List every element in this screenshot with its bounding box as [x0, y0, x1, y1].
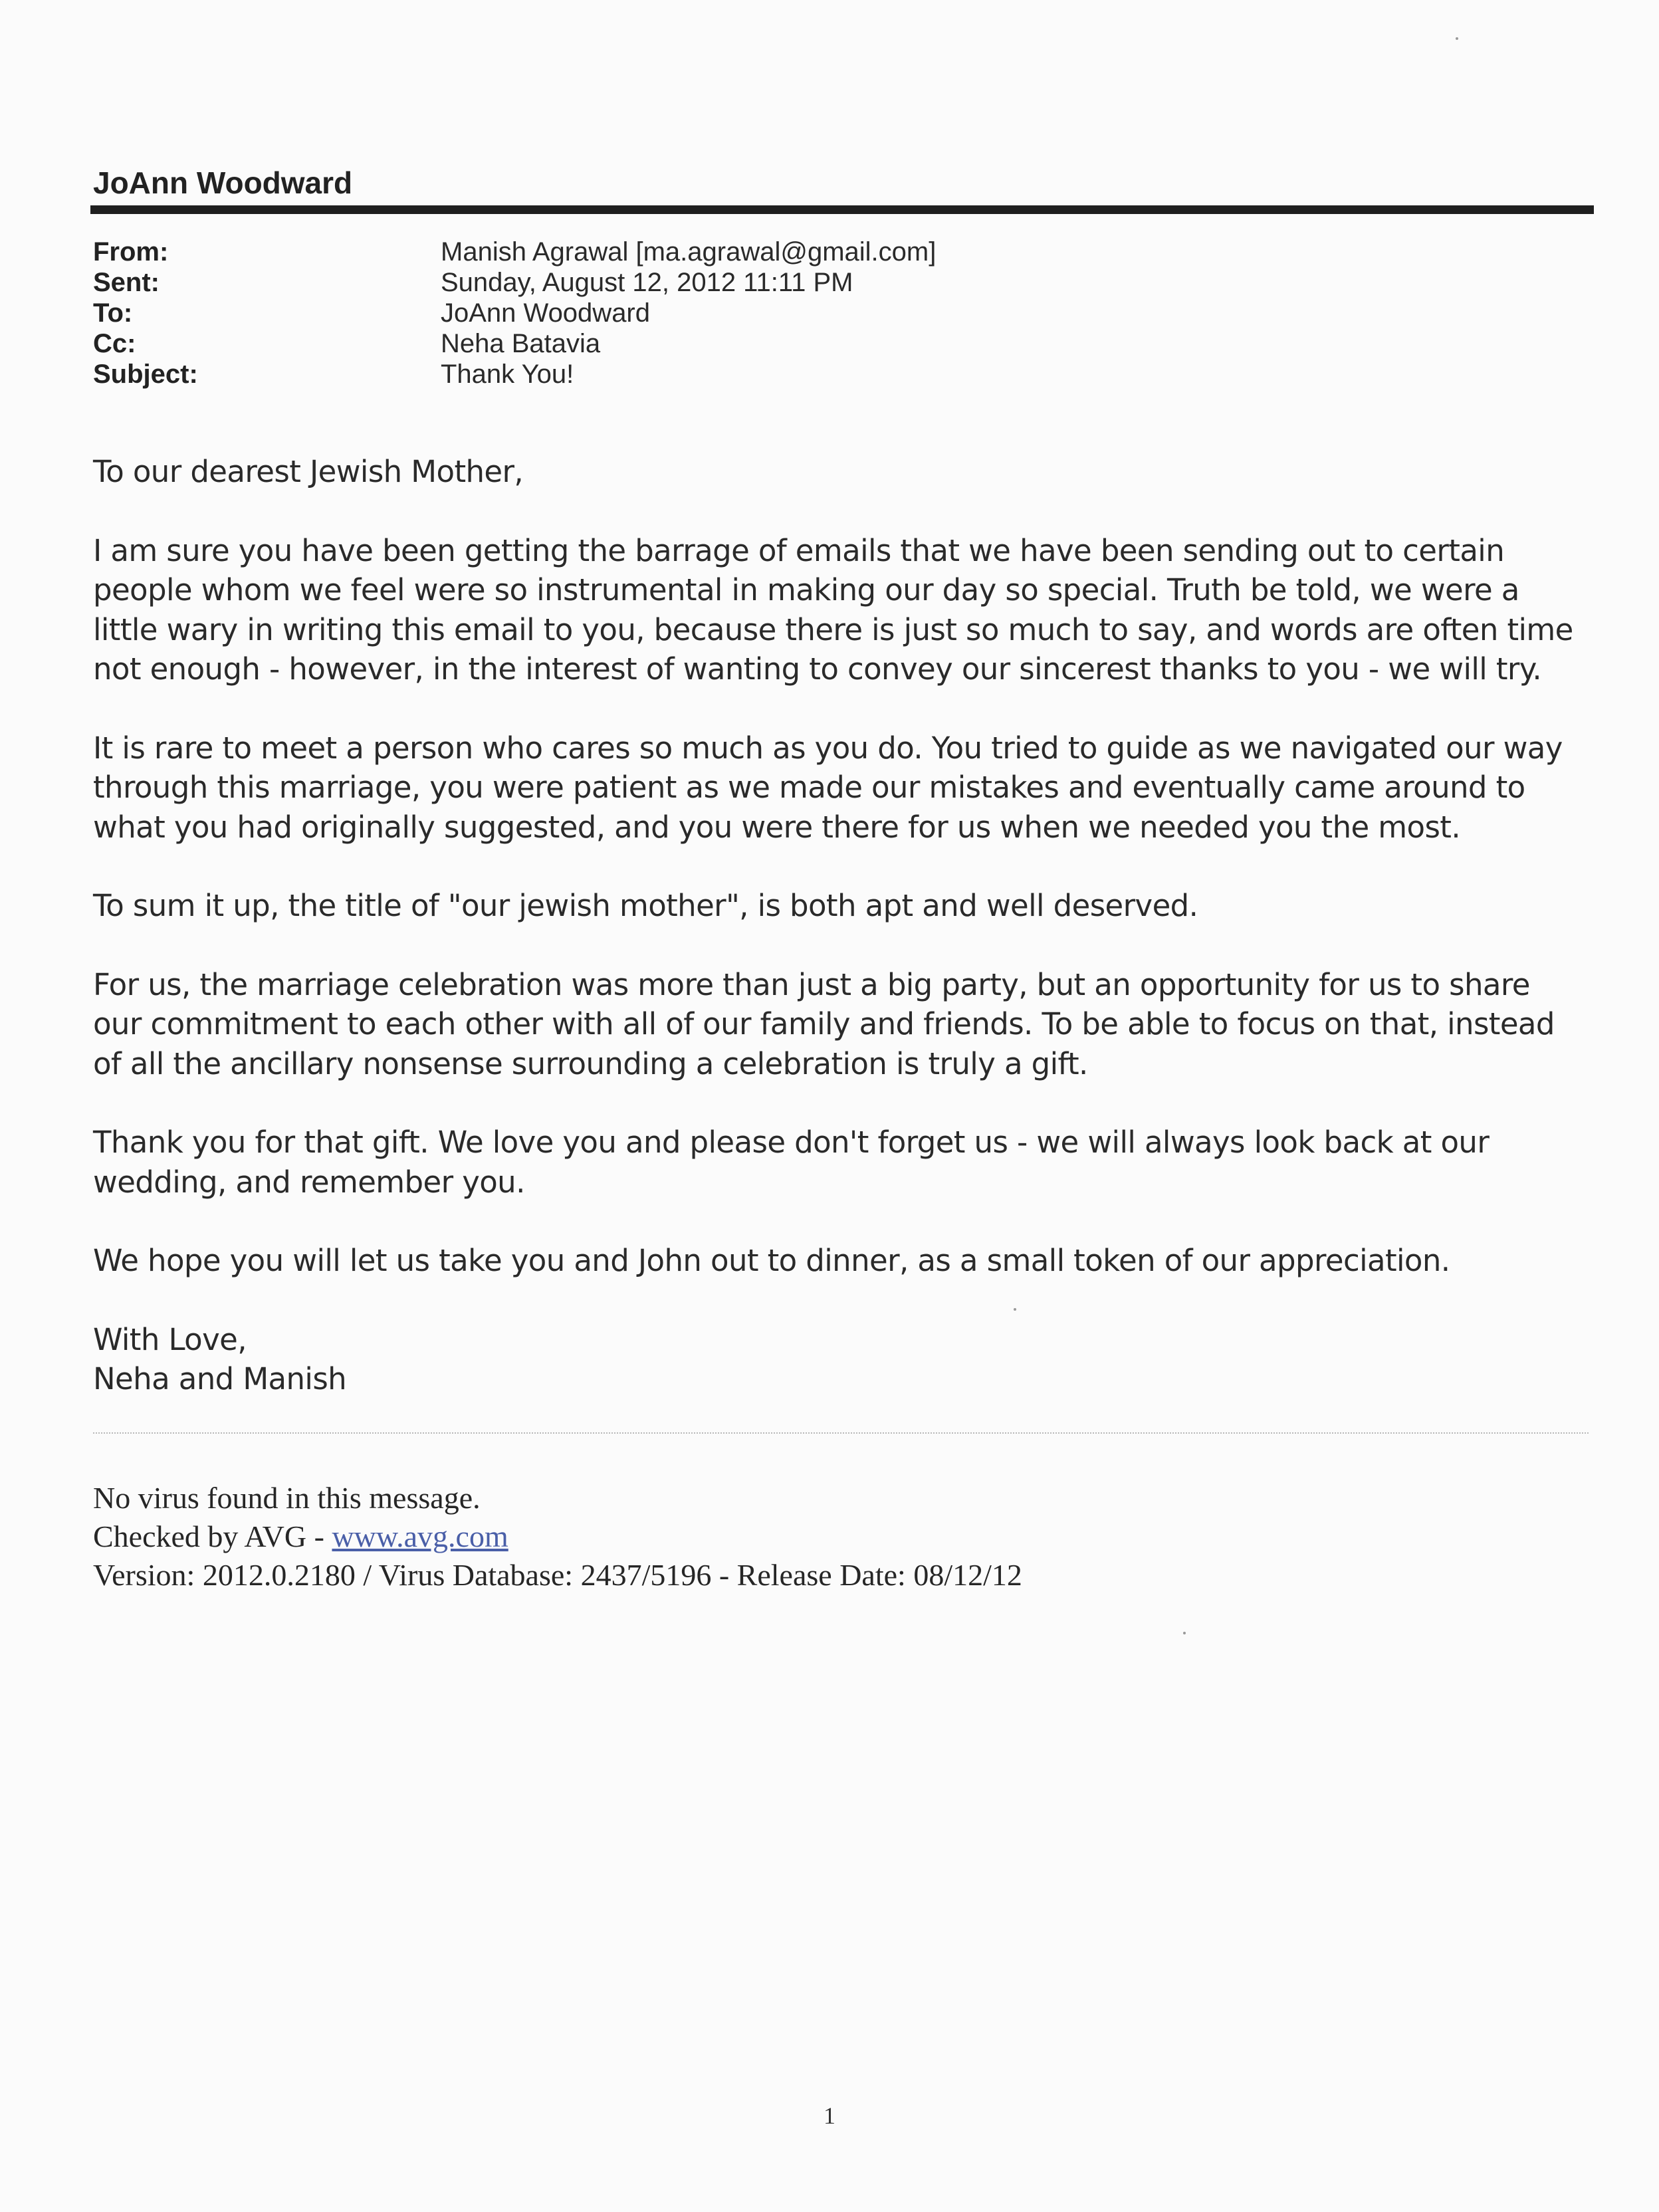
- header-row-sent: [93, 267, 936, 298]
- virus-status: No virus found in this message.: [93, 1481, 481, 1515]
- signature-divider: [93, 1432, 1589, 1434]
- paragraph-4: [93, 965, 1602, 1084]
- greeting: [93, 452, 1602, 492]
- email-header: [93, 237, 936, 389]
- to-label: To:: [93, 298, 133, 328]
- cc-label: Cc:: [93, 329, 136, 358]
- antivirus-footer: [93, 1479, 1022, 1595]
- header-row-from: [93, 237, 936, 267]
- subject-label: Subject:: [93, 360, 198, 389]
- body-line: what you had originally suggested, and you were there for us when we needed you the most.: [93, 809, 1461, 845]
- body-line: through this marriage, you were patient as we made our mistakes and eventually came around to: [93, 770, 1525, 805]
- body-line: Thank you for that gift. We love you and please don't forget us - we will always look back at our: [93, 1125, 1490, 1160]
- body-line: not enough - however, in the interest of wanting to convey our sincerest thanks to you - we will try.: [93, 651, 1542, 687]
- body-line: little wary in writing this email to you, because there is just so much to say, and words are often time: [93, 611, 1573, 647]
- body-line: To sum it up, the title of "our jewish mother", is both apt and well deserved.: [93, 888, 1198, 923]
- scan-speck: [1456, 37, 1458, 40]
- email-body: [93, 452, 1602, 1438]
- paragraph-6: [93, 1241, 1602, 1281]
- paragraph-1: [93, 531, 1602, 689]
- body-line: For us, the marriage celebration was more than just a big party, but an opportunity for us to share: [93, 966, 1530, 1002]
- greeting-line: To our dearest Jewish Mother,: [93, 454, 524, 489]
- header-row-cc: [93, 328, 936, 359]
- from-label: From:: [93, 237, 169, 267]
- sent-label: Sent:: [93, 268, 160, 297]
- body-line: our commitment to each other with all of our family and friends. To be able to focus on that, instead: [93, 1006, 1555, 1042]
- sent-value: Sunday, August 12, 2012 11:11 PM: [441, 268, 853, 297]
- avg-link[interactable]: www.avg.com: [332, 1519, 508, 1553]
- subject-value: Thank You!: [441, 360, 574, 389]
- paragraph-5: [93, 1123, 1602, 1202]
- checked-by-line: [93, 1517, 1022, 1556]
- from-value: Manish Agrawal [ma.agrawal@gmail.com]: [441, 237, 937, 267]
- body-line: I am sure you have been getting the barrage of emails that we have been sending out to certain: [93, 532, 1505, 568]
- closing-signature: Neha and Manish: [93, 1361, 347, 1396]
- body-line: wedding, and remember you.: [93, 1164, 525, 1200]
- body-line: of all the ancillary nonsense surrounding a celebration is truly a gift.: [93, 1046, 1088, 1081]
- checked-by-text: Checked by AVG -: [93, 1519, 332, 1553]
- closing-salutation: With Love,: [93, 1321, 247, 1357]
- header-divider: [90, 205, 1594, 214]
- body-line: people whom we feel were so instrumental in making our day so special. Truth be told, we were a: [93, 572, 1519, 608]
- to-value: JoAnn Woodward: [441, 298, 650, 328]
- scan-speck: [1014, 1308, 1016, 1311]
- header-row-subject: [93, 359, 936, 389]
- paragraph-2: [93, 728, 1602, 847]
- cc-value: Neha Batavia: [441, 329, 601, 358]
- paragraph-3: [93, 886, 1602, 926]
- page-number: 1: [824, 2102, 835, 2129]
- mailbox-owner-name: JoAnn Woodward: [93, 166, 353, 200]
- body-line: We hope you will let us take you and John out to dinner, as a small token of our appreciation.: [93, 1243, 1450, 1278]
- scan-speck: [1183, 1632, 1186, 1634]
- header-row-to: [93, 298, 936, 328]
- closing: [93, 1320, 1602, 1399]
- body-line: It is rare to meet a person who cares so much as you do. You tried to guide as we navigated our way: [93, 730, 1563, 766]
- version-line: Version: 2012.0.2180 / Virus Database: 2437/5196 - Release Date: 08/12/12: [93, 1558, 1022, 1592]
